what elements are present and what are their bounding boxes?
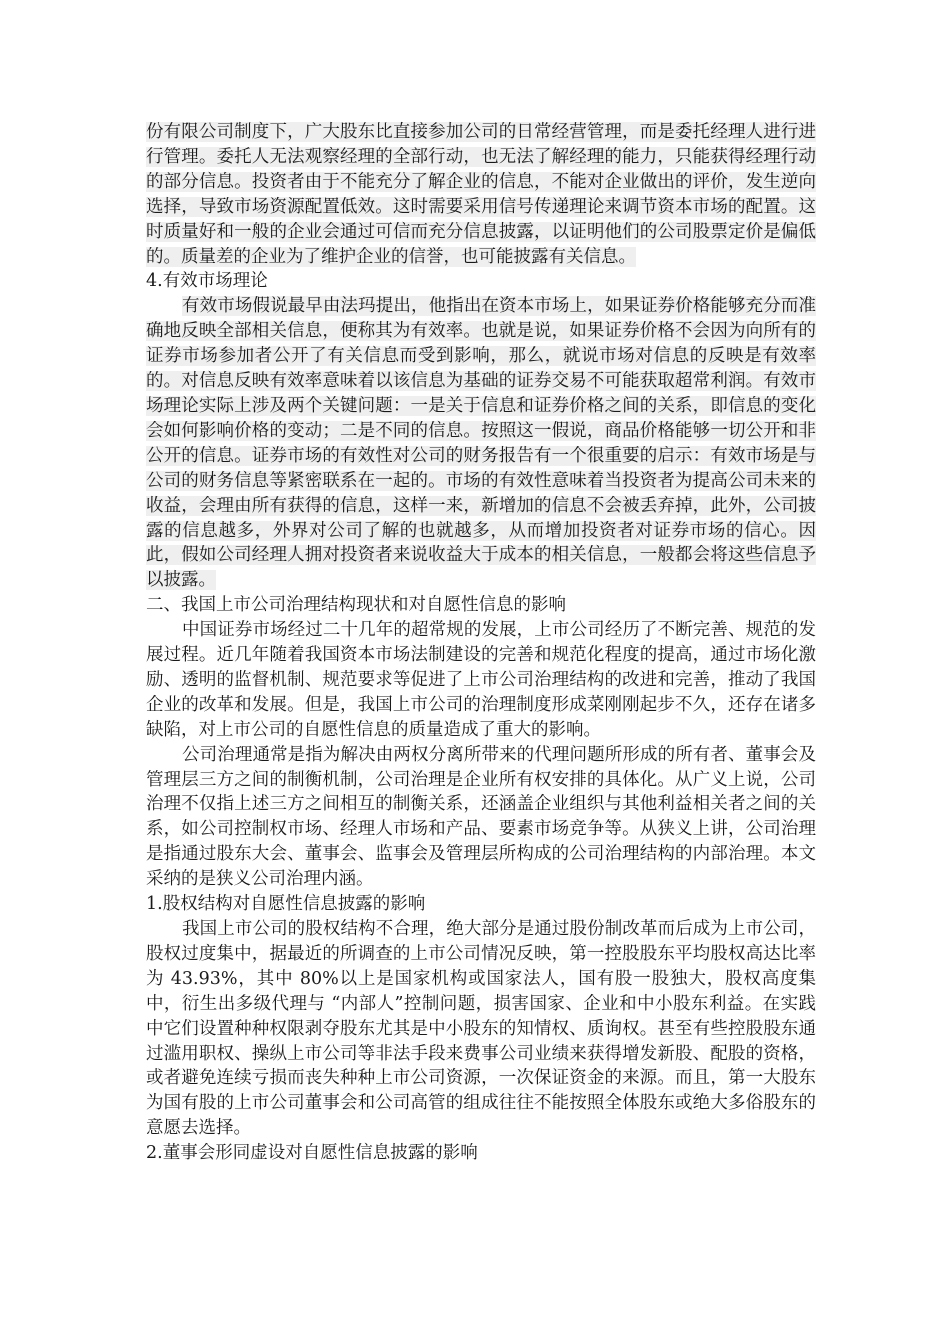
paragraph-efficient-market <box>146 294 816 593</box>
paragraph-market-development: 中国证券市场经过二十几年的超常规的发展，上市公司经历了不断完善、规范的发展过程。近几年随着我国资本市场法制建设的完善和规范化程度的提高，通过市场化激励、透明的监督机制、规范要求等促进了上市公司治理结构的改进和完善，推动了我国企业的改革和发展。但是，我国上市公司的治理制度形成菜刚刚起步不久，还存在诸多缺陷，对上市公司的自愿性信息的质量造成了重大的影响。 <box>146 620 816 740</box>
paragraph-ownership-structure: 我国上市公司的股权结构不合理，绝大部分是通过股份制改革而后成为上市公司，股权过度集中，据最近的所调查的上市公司情况反映，第一控股股东平均股权高达比率为 43.93%，其中 80%以上是国家机构或国家法人，国有股一股独大，股权高度集中，衍生出多级代理与 “内部人”控制问题，损害国家、企业和中小股东利益。在实践中它们设置种种权限剥夺股东尤其是中小股东的知情权、质询权。甚至有些控股股东通过滥用职权、操纵上市公司等非法手段来费事公司业绩来获得增发新股、配股的资格，或者避免连续亏损而丧失种种上市公司资源，一次保证资金的来源。而且，第一大股东为国有股的上市公司董事会和公司高管的组成往往不能按照全体股东或绝大多俗股东的意愿去选择。 <box>146 919 816 1139</box>
section-heading-efficient-market: 4.有效市场理论 <box>146 271 268 292</box>
paragraph-corporate-governance: 公司治理通常是指为解决由两权分离所带来的代理问题所形成的所有者、董事会及管理层三方之间的制衡机制，公司治理是企业所有权安排的具体化。从广义上说，公司治理不仅指上述三方之间相互的制衡关系，还涵盖企业组织与其他利益相关者之间的关系，如公司控制权市场、经理人市场和产品、要素市场竞争等。从狭义上讲，公司治理是指通过股东大会、董事会、监事会及管理层所构成的公司治理结构的内部治理。本文采纳的是狭义公司治理内涵。 <box>146 744 816 890</box>
highlighted-text: 有效市场假说最早由法玛提出，他指出在资本市场上，如果证券价格能够充分而准确地反映全部相关信息，便称其为有效率。也就是说，如果证券价格不会因为向所有的证券市场参加者公开了有关信息而受到影响，那么，就说市场对信息的反映是有效率的。对信息反映有效率意味着以该信息为基础的证券交易不可能获取超常利润。有效市场理论实际上涉及两个关键问题：一是关于信息和证券价格之间的关系，即信息的变化会如何影响价格的变动；二是不同的信息。按照这一假说，商品价格能够一切公开和非公开的信息。证券市场的有效性对公司的财务报告有一个很重要的启示：有效市场是与公司的财务信息等紧密联系在一起的。市场的有效性意味着当投资者为提高公司未来的收益，会理由所有获得的信息，这样一来，新增加的信息不会被丢弃掉，此外，公司披露的信息越多，外界对公司了解的也就越多，从而增加投资者对证券市场的信心。因此，假如公司经理人拥对投资者来说收益大于成本的相关信息，一般都会将这些信息予以披露。 <box>146 296 816 591</box>
section-heading-governance-status: 二、我国上市公司治理结构现状和对自愿性信息的影响 <box>146 595 566 616</box>
section-heading-board: 2.董事会形同虚设对自愿性信息披露的影响 <box>146 1143 478 1164</box>
paragraph-signaling-theory <box>146 120 816 269</box>
section-heading-ownership-structure: 1.股权结构对自愿性信息披露的影响 <box>146 894 426 915</box>
document-page <box>146 120 816 1166</box>
highlighted-text: 份有限公司制度下，广大股东比直接参加公司的日常经营管理，而是委托经理人进行进行管理。委托人无法观察经理的全部行动，也无法了解经理的能力，只能获得经理行动的部分信息。投资者由于不能充分了解企业的信息，不能对企业做出的评价，发生逆向选择，导致市场资源配置低效。这时需要采用信号传递理论来调节资本市场的配置。这时质量好和一般的企业会通过可信而充分信息披露，以证明他们的公司股票定价是偏低的。质量差的企业为了维护企业的信誉，也可能披露有关信息。 <box>146 122 816 267</box>
